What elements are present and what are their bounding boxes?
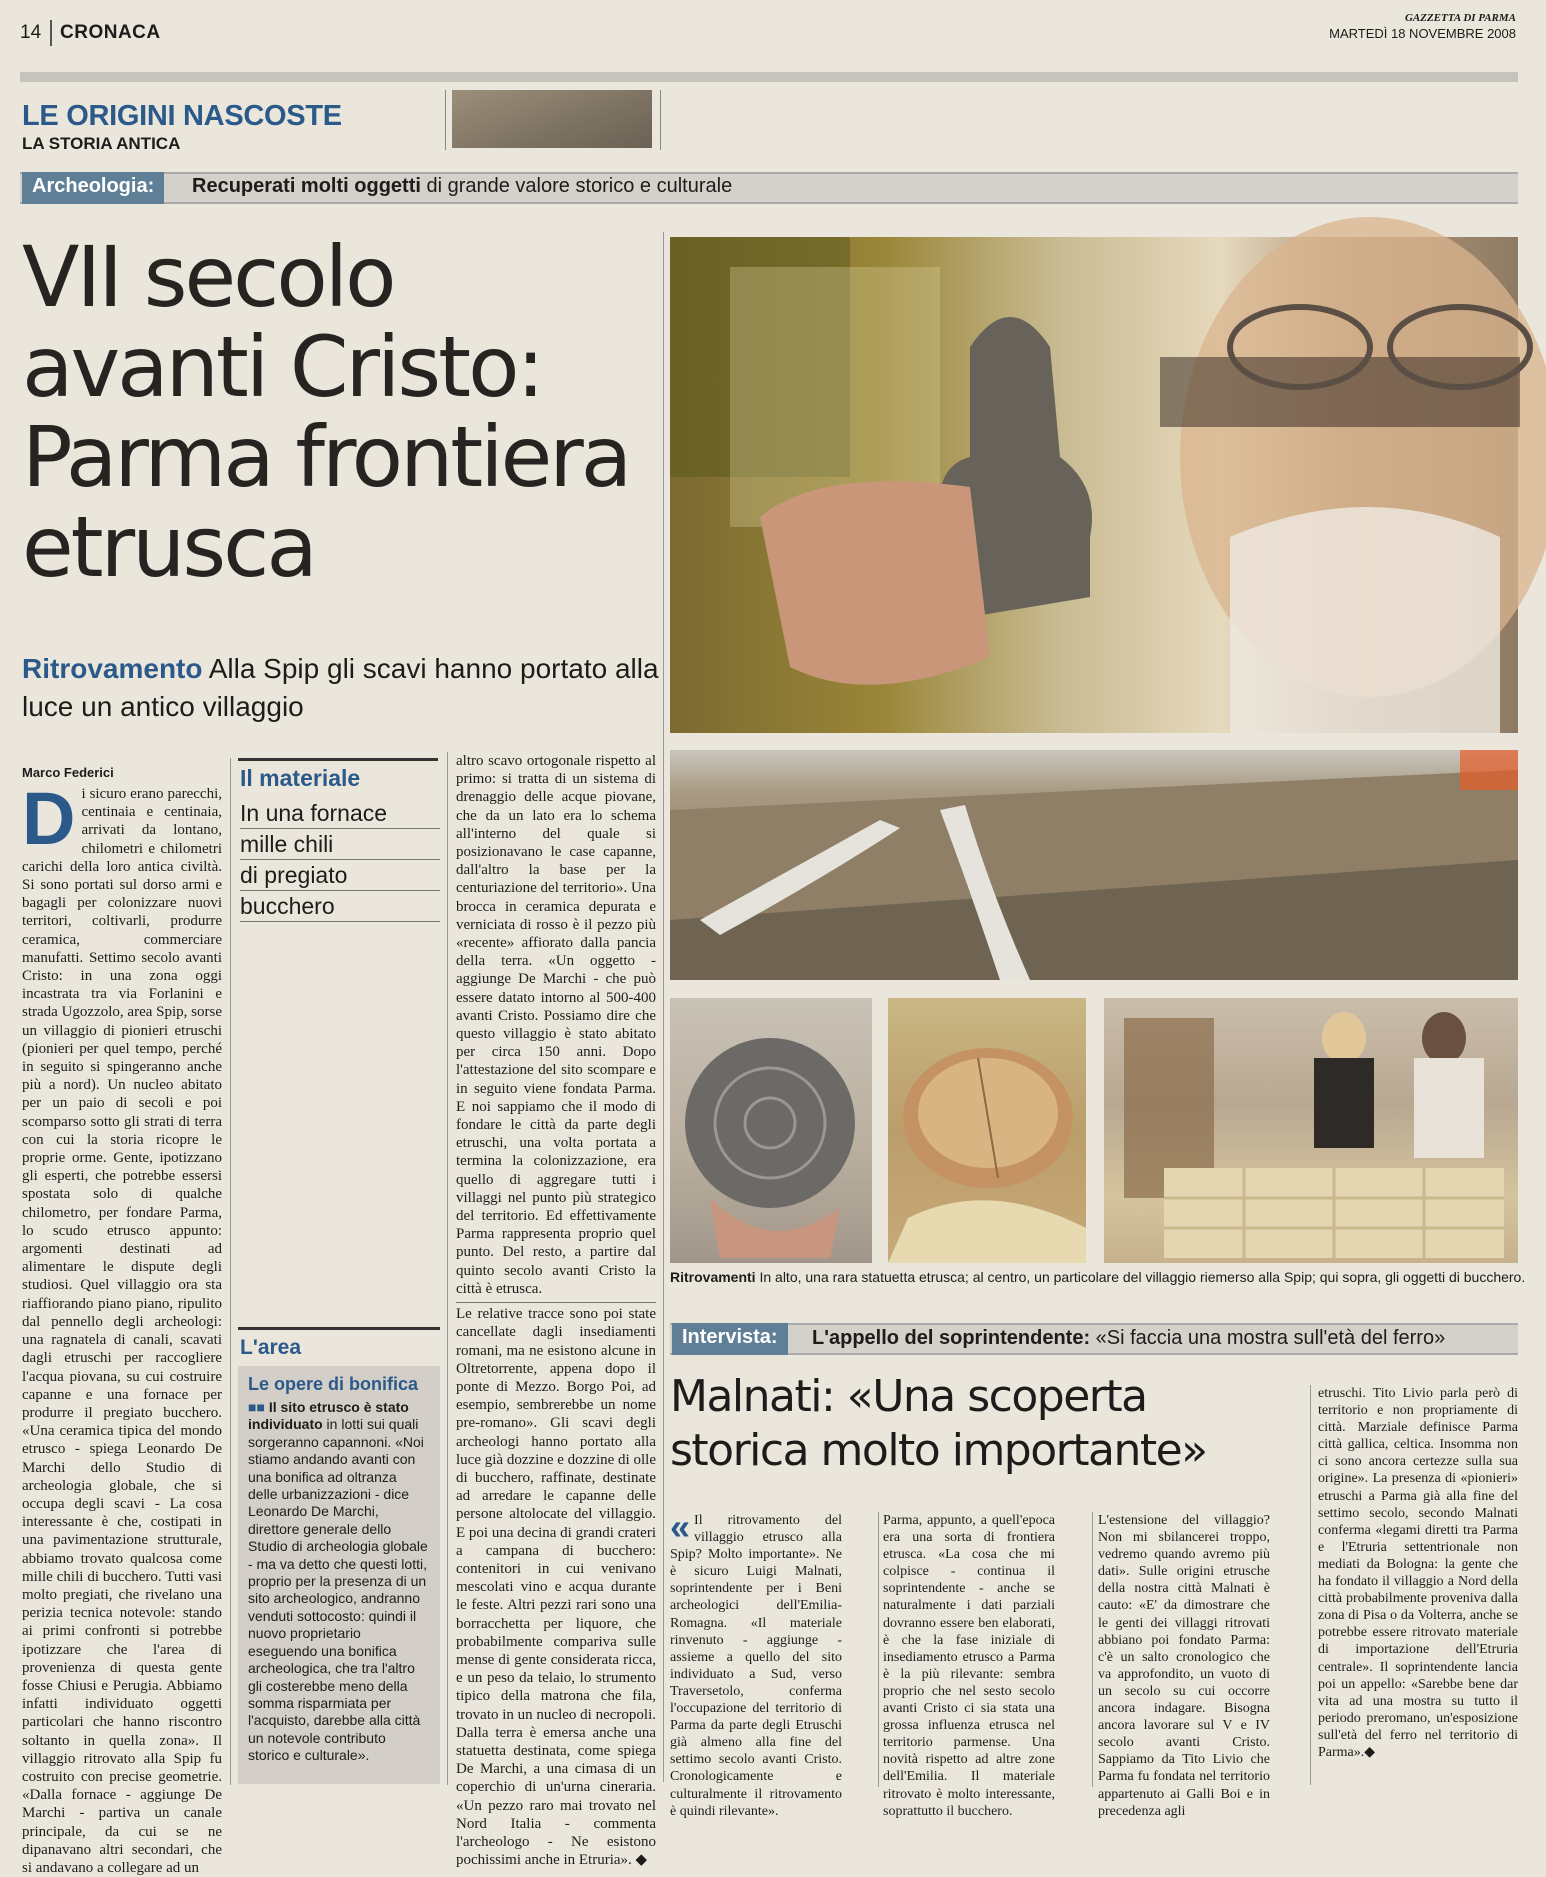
box-area-body bbox=[248, 1399, 430, 1765]
article-column-3 bbox=[456, 752, 656, 1869]
box-line: bucchero bbox=[240, 891, 440, 922]
kicker-thumbnail-image bbox=[452, 90, 652, 148]
headline bbox=[22, 228, 662, 596]
headline-line: etrusca bbox=[22, 498, 315, 596]
headline-line: avanti Cristo: bbox=[22, 318, 542, 416]
archaeologists-illustration bbox=[1104, 998, 1518, 1263]
bucchero-disk-photo bbox=[670, 998, 872, 1263]
box-line: In una fornace bbox=[240, 798, 440, 829]
photo-caption bbox=[670, 1268, 1530, 1286]
article-text: altro scavo ortogonale rispetto al primo: si tratta di un sistema di drenaggio delle acque piovane, che da un lato era lo schema all'interno del quale si posizionavano le case capanne, dall'altro la base per la centuriazione del territorio». Una brocca in ceramica depurata e verniciata di rosso è il pezzo più «recente» affiorato dalla pancia della terra. «Un oggetto - aggiunge De Marchi - che può essere datato intorno al 500-400 avanti Cristo. Possiamo dire che questo villaggio è stato abitato per circa 150 anni. Dopo l'attestazione del sito scompare e in seguito viene fondata Parma. E noi sappiamo che il modo di fondare le città da parte degli etruschi, una volta portata a termina la colonizzazione, era quello di aggregare tutti i villaggi nel punto più strategico del territorio. Ed effettivamente Parma rappresenta proprio quel punto. Del resto, a partire dal quinto secolo avanti Cristo la città è etrusca. bbox=[456, 753, 656, 1297]
column-divider bbox=[447, 752, 448, 1785]
interview-headline-line: storica molto importante» bbox=[670, 1425, 1207, 1476]
issue-date: MARTEDÌ 18 NOVEMBRE 2008 bbox=[1329, 26, 1516, 41]
section-title: CRONACA bbox=[60, 22, 161, 43]
bowl-illustration bbox=[888, 998, 1086, 1263]
byline: Marco Federici bbox=[22, 765, 114, 780]
column-divider bbox=[230, 758, 231, 1785]
topic-label: Archeologia: bbox=[22, 172, 164, 204]
box-materiale-title: Il materiale bbox=[240, 765, 361, 791]
masthead: GAZZETTA DI PARMA bbox=[1404, 12, 1516, 24]
interview-headline bbox=[670, 1370, 1310, 1478]
article-text: i sicuro erano parecchi, centinaia e centinaia, arrivati da lontano, chilometri e chilometri carichi della loro antica civiltà. Si sono portati sul dorso armi e bagagli per colonizzare nuovi territori, coltivarli, produrre ceramica, commerciare manufatti. Settimo secolo avanti Cristo: in una zona oggi incastrata tra via Forlanini e strada Ugozzolo, area Spip, sorse un villaggio di pionieri etruschi (pionieri per quel tempo, perché in seguito si spingeranno anche più a nord). Un nucleo abitato per un paio di secoli e poi scomparso sotto gli strati di terra con cui la storia ricopre le proprie orme. Gente, ipotizzano gli esperti, che potrebbe essersi spostata solo di qualche chilometro, per fondare Parma, lo scudo etrusco appunto: argomenti destinati ad alimentare le dispute degli studiosi. Quel villaggio ora sta riaffiorando piano piano, ripulito dal pennello degli archeologi: una ragnatela di canali, scavati dagli etruschi per raccogliere l'acqua piovana, su cui costruire capanne e una fornace per produrre il pregiato bucchero. «Una ceramica tipica del mondo etrusco - spiega Leonardo De Marchi dello Studio di archeologia globale, che si occupa degli scavi - La cosa interessante è che, costipati in una pavimentazione strutturale, abbiamo trovato qualcosa come mille chili di bucchero. Tutti vasi molto pregiati, che rivelano una perizia tecnica notevole: stando ai primi confronti si potrebbe ipotizzare che l'area di provenienza di questa gente fosse Chiusi e Perugia. Abbiamo infatti individuato oggetti particolari che hanno riscontro soltanto in quella zona». Il villaggio ritrovato alla Spip fu costruito con precise geometrie. «Dalla fornace - aggiunge De Marchi - partiva un canale principale, da cui se ne dipanavano altri secondari, che si andavano a collegare ad un bbox=[22, 786, 222, 1876]
dropcap: D bbox=[22, 777, 76, 860]
interview-topic bbox=[812, 1327, 1445, 1350]
caption-label: Ritrovamenti bbox=[670, 1269, 756, 1285]
kicker-subtitle: LA STORIA ANTICA bbox=[22, 134, 181, 153]
subhead-text: Alla Spip gli scavi hanno portato alla luce un antico villaggio bbox=[22, 653, 659, 722]
topic-text bbox=[192, 175, 732, 198]
subheadline bbox=[22, 650, 662, 726]
topic-rest: di grande valore storico e culturale bbox=[420, 175, 733, 197]
kicker-divider-right bbox=[660, 90, 661, 150]
headline-line: Parma frontiera bbox=[22, 408, 630, 506]
box-rule bbox=[238, 1327, 440, 1330]
kicker-divider bbox=[445, 90, 446, 150]
box-area bbox=[238, 1366, 440, 1784]
article-column-1 bbox=[22, 777, 222, 1876]
interview-column-4: etruschi. Tito Livio parla però di territorio e non propriamente di città. Marziale definisce Parma città gallica, celtica. Insomma non ci sono ancora certezze sulla sua origine». La presenza di «pionieri» etruschi a Parma già alla fine del settimo secolo, secondo Malnati conferma «legami diretti tra Parma e l'Etruria settentrionale non mediati da Bologna: la gente che ha fondato il villaggio a Nord della città probabilmente proveniva dalla zona di Pisa o da Volterra, anche se potrebbe essere ritrovato materiale di importazione dell'Etruria centrale». Il soprintendente lancia poi un appello: «Sarebbe bene dar vita ad una mostra su tutto il periodo preromano, un'esposizione sull'età del ferro nel territorio di Parma».◆ bbox=[1318, 1386, 1518, 1760]
headline-line: VII secolo bbox=[22, 228, 394, 326]
column-divider bbox=[1310, 1385, 1311, 1785]
statuette-photo bbox=[670, 237, 1518, 733]
box-area-lead: Il sito etrusco è stato individuato bbox=[248, 1399, 409, 1433]
box-area-title: Le opere di bonifica bbox=[248, 1374, 419, 1394]
topic-bold: Recuperati molti oggetti bbox=[192, 175, 421, 197]
subhead-kicker: Ritrovamento bbox=[22, 653, 203, 684]
box-materiale-text bbox=[240, 798, 440, 922]
column-divider bbox=[878, 1512, 879, 1787]
box-area-text: in lotti sui quali sorgeranno capannoni. «Noi stiamo andando avanti con una bonifica ad oltranza delle urbanizzazioni - dice Leonardo De Marchi, direttore generale dello Studio di archeologia globale - ma va detto che questi lotti, proprio per la presenza di un sito archeologico, andranno venduti sottocosto: quindi il nuovo proprietario eseguendo una bonifica archeologica, che tra l'altro gli costerebbe meno della somma risparmiata per l'acquisto, darebbe alla città un notevole contributo storico e culturale». bbox=[248, 1416, 428, 1764]
box-line: mille chili bbox=[240, 829, 440, 860]
interview-topic-rest: «Si faccia una mostra sull'età del ferro» bbox=[1090, 1327, 1446, 1349]
interview-topic-bold: L'appello del soprintendente: bbox=[812, 1327, 1091, 1349]
interview-column-2: Parma, appunto, a quell'epoca era una sorta di frontiera etrusca. «La cosa che mi colpisce - continua il soprintendente - anche se naturalmente i dati parziali dovranno essere ben elaborati, è che la fase iniziale di insediamento etrusco a Parma è la più rilevante: sembra proprio che nel sesto secolo avanti Cristo ci sia stata una grossa influenza etrusca nel territorio parmense. Una novità rispetto ad altre zone dell'Emilia. Il materiale ritrovato è molto interessante, soprattutto il bucchero. bbox=[883, 1513, 1055, 1819]
box-rule bbox=[238, 758, 438, 761]
interview-label: Intervista: bbox=[672, 1323, 788, 1355]
interview-headline-line: Malnati: «Una scoperta bbox=[670, 1371, 1147, 1422]
disk-illustration bbox=[670, 998, 872, 1263]
kicker-title: LE ORIGINI NASCOSTE bbox=[22, 100, 342, 132]
interview-column-1 bbox=[670, 1506, 842, 1819]
caption-text: In alto, una rara statuetta etrusca; al centro, un particolare del villaggio riemerso alla Spip; qui sopra, gli oggetti di bucchero. bbox=[755, 1269, 1526, 1285]
bullet-icon: ■■ bbox=[248, 1399, 265, 1415]
statuette-illustration bbox=[670, 237, 1518, 733]
header-divider bbox=[50, 20, 52, 46]
column-divider bbox=[663, 232, 664, 1782]
quote-icon: « bbox=[670, 1506, 691, 1547]
interview-column-3: L'estensione del villaggio? Non mi sbilancerei troppo, vedremo quando avremo più dati». Sulle origini etrusche della nostra città Malnati è cauto: «E' da dimostrare che le genti dei villaggi ritrovati abbiano poi fondato Parma: c'è un salto cronologico che va approfondito, un vuoto di un secolo su cui occorre ancora indagare. Bisogna ancora lavorare sul V e IV secolo avanti Cristo. Sappiamo da Tito Livio che Parma fu fondata nel territorio appartenuto ai Galli Boi e in precedenza agli bbox=[1098, 1513, 1270, 1819]
column-divider bbox=[1092, 1512, 1093, 1787]
page-number: 14 bbox=[20, 22, 42, 43]
header-band bbox=[20, 72, 1518, 82]
archaeologists-photo bbox=[1104, 998, 1518, 1263]
excavation-illustration bbox=[670, 750, 1518, 980]
ceramic-bowl-photo bbox=[888, 998, 1086, 1263]
excavation-photo bbox=[670, 750, 1518, 980]
box-line: di pregiato bbox=[240, 860, 440, 891]
box-area-label: L'area bbox=[240, 1336, 302, 1359]
interview-text: Il ritrovamento del villaggio etrusco alla Spip? Molto importante». Ne è sicuro Luigi Malnati, soprintendente per i Beni archeologici dell'Emilia-Romagna. «Il materiale rinvenuto - aggiunge - assieme a quello del sito individuato a Sud, verso Traversetolo, conferma l'occupazione del territorio di Parma da parte degli Etruschi già almeno alla fine del settimo secolo avanti Cristo. Cronologicamente e culturalmente il ritrovamento è quindi rilevante». bbox=[670, 1513, 842, 1819]
article-text: Le relative tracce sono poi state cancellate dagli insediamenti romani, ma ne esistono alcune in Oltretorrente, appena dopo il ponte di Mezzo. Borgo Poi, ad esempio, sembrerebbe un nome pre-romano». Gli scavi degli archeologi hanno portato alla luce già dozzine e dozzine di olle di bucchero, raffinate, destinate ad arredare le capanne delle persone altolocate del villaggio. E poi una decina di grandi crateri a campana di bucchero: contenitori in cui venivano mescolati vino e acqua durante le feste. Altri pezzi rari sono una borracchetta per liquore, che probabilmente compariva sulle mense di gente considerata ricca, e un peso da telaio, lo strumento tipico della matrona che fila, trovato in un nucleo di necropoli. Dalla terra è emersa anche una statuetta destinata, come spiega De Marchi, a una cimasa di un coperchio di un'urna cineraria. «Un pezzo raro mai trovato nel Nord Italia - commenta l'archeologo - Ne esistono pochissimi anche in Etruria». ◆ bbox=[456, 1302, 656, 1869]
